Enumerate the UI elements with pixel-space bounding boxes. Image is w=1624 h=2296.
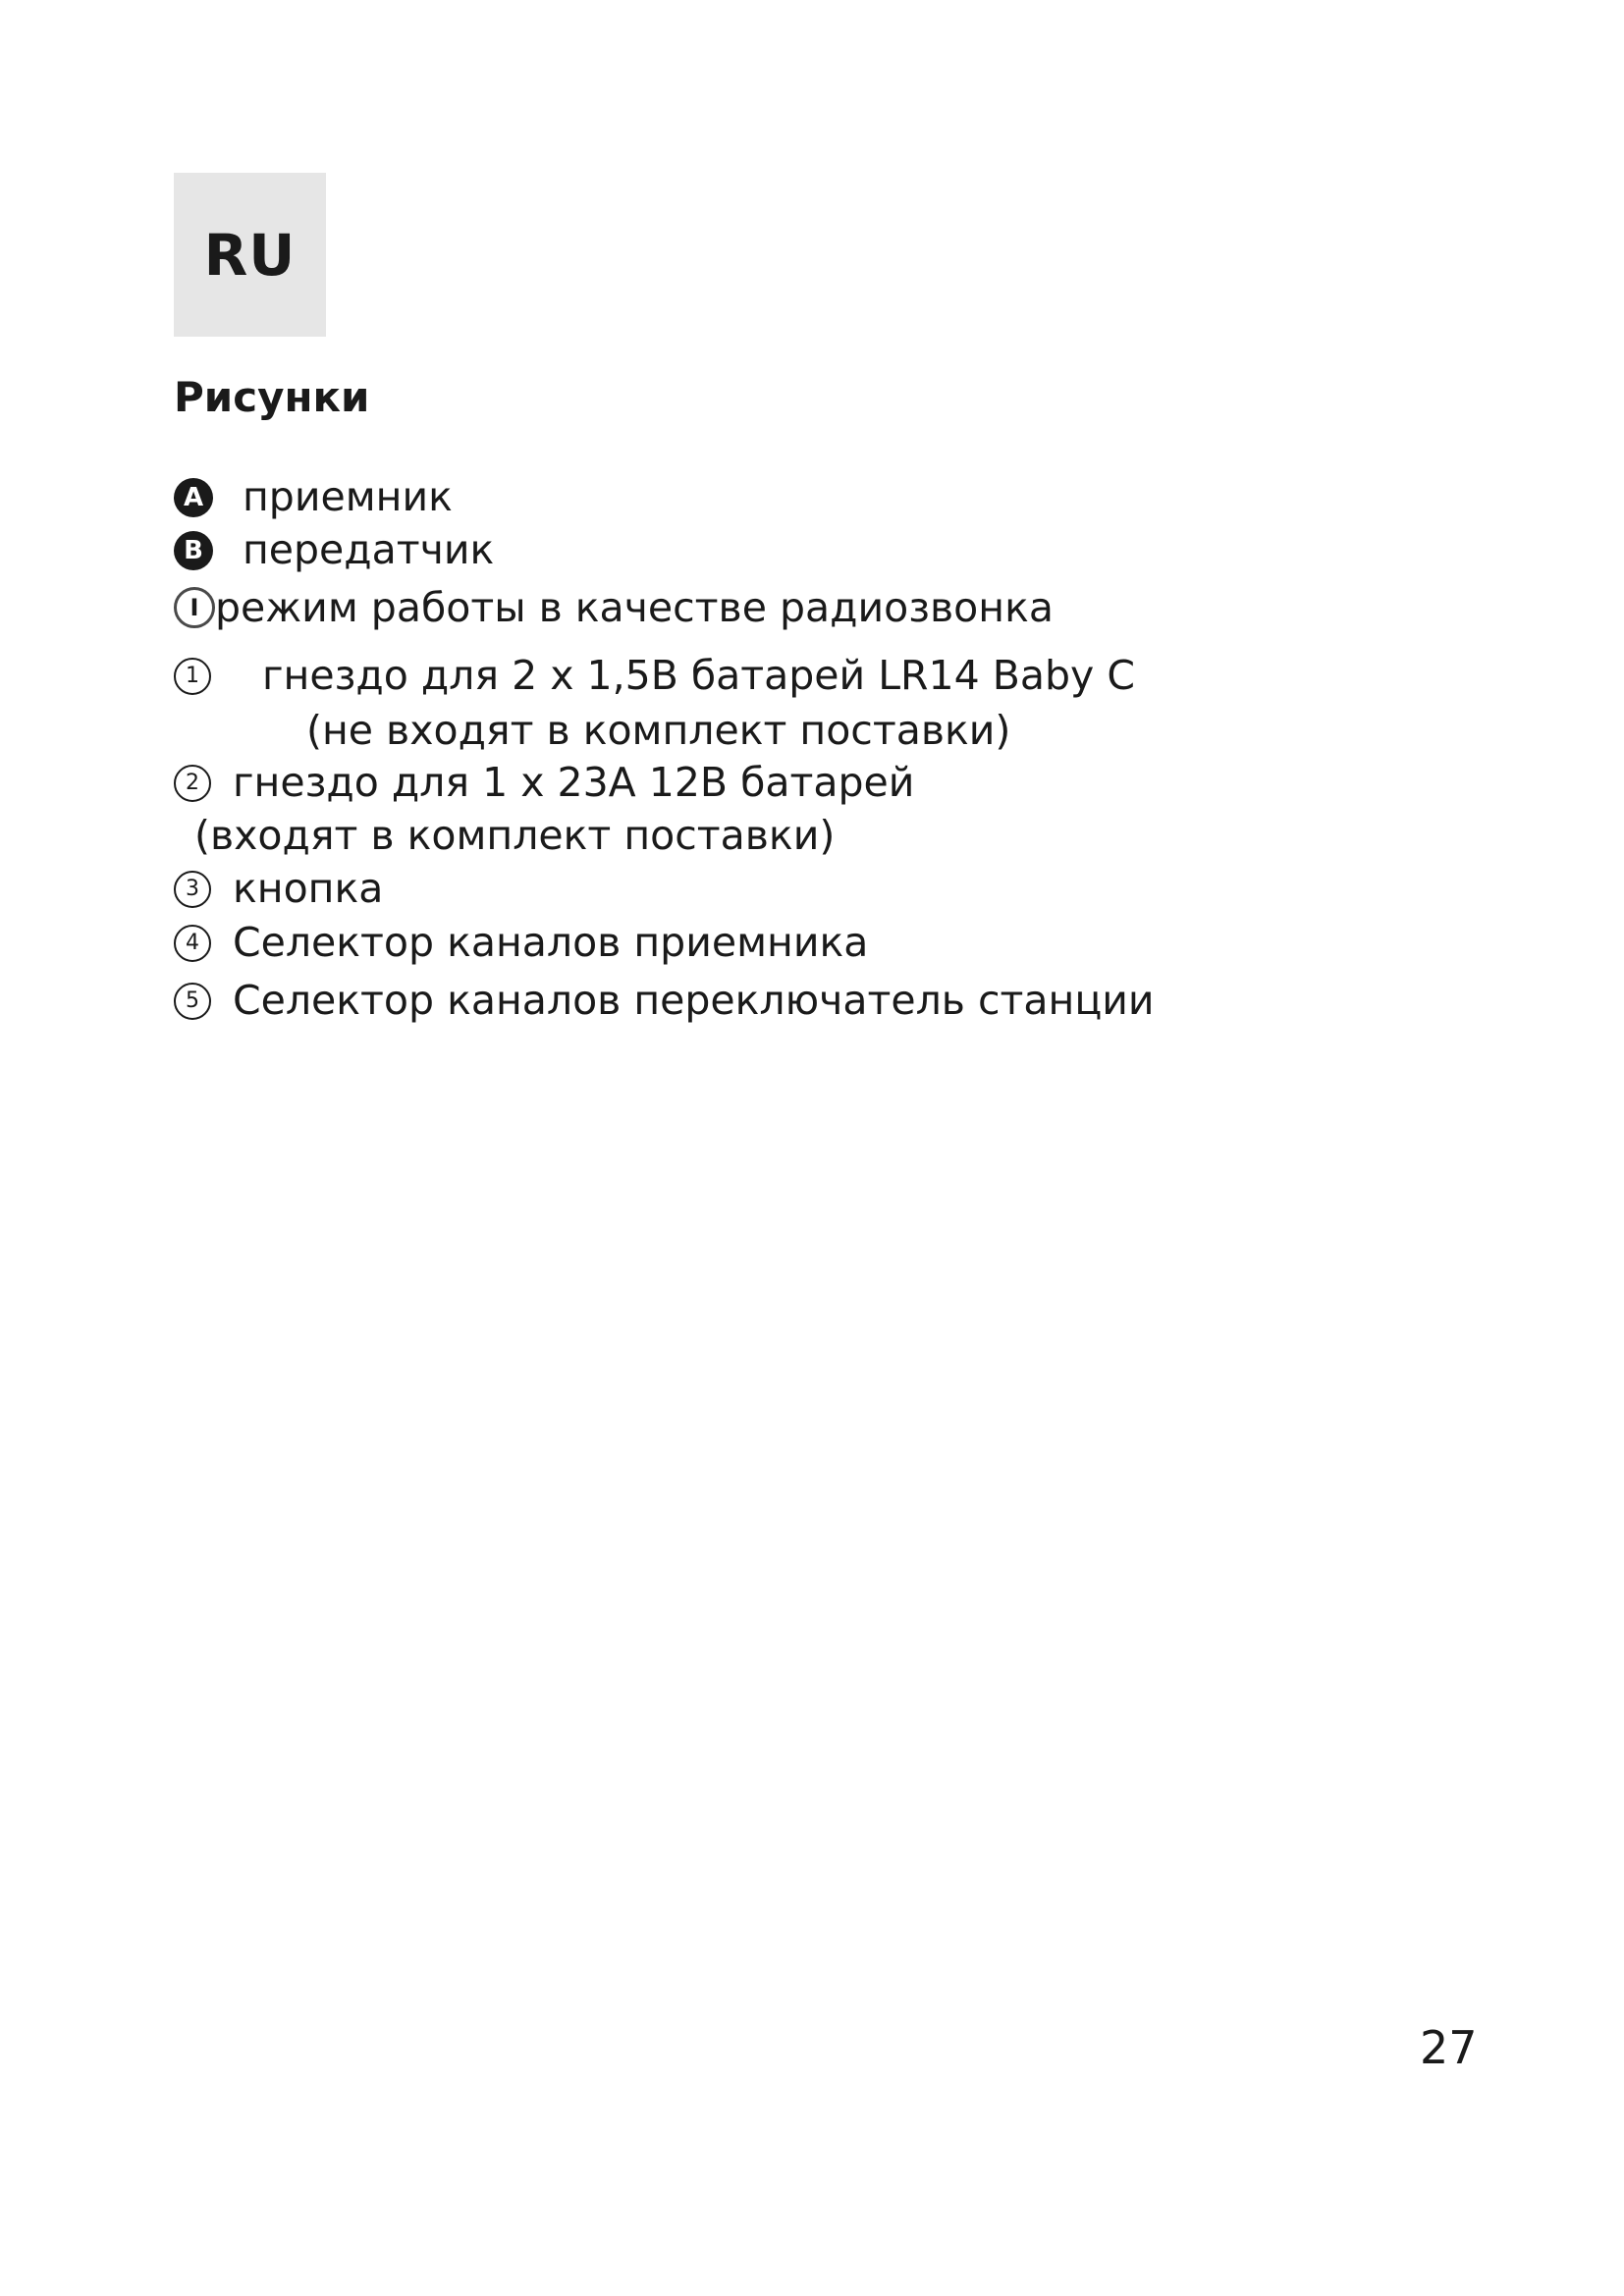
legend-item-receiver-channel-selector xyxy=(174,919,869,966)
marker-1-icon: 1 xyxy=(174,658,211,695)
legend-item-text: гнездо для 1 x 23А 12В батарей xyxy=(233,759,915,806)
legend-item-text: Селектор каналов приемника xyxy=(233,919,869,966)
legend-item-station-channel-selector xyxy=(174,977,1155,1024)
language-code: RU xyxy=(203,221,297,289)
legend-item-doorbell-mode xyxy=(174,583,1054,631)
marker-i-icon: I xyxy=(174,587,215,628)
legend-item-note-text: (входят в комплект поставки) xyxy=(194,812,836,859)
marker-2-icon: 2 xyxy=(174,765,211,802)
legend-item-note-2 xyxy=(194,812,836,859)
legend-item-text: режим работы в качестве радиозвонка xyxy=(215,583,1054,631)
legend-item-button xyxy=(174,865,384,912)
legend-item-text: приемник xyxy=(243,473,453,520)
marker-a-icon: A xyxy=(174,478,213,517)
marker-3-icon: 3 xyxy=(174,871,211,908)
legend-item-note-1 xyxy=(306,707,1011,754)
page-number: 27 xyxy=(1420,2021,1478,2074)
legend-item-battery-slot-2 xyxy=(174,759,915,806)
legend-item-text: кнопка xyxy=(233,865,384,912)
marker-4-icon: 4 xyxy=(174,925,211,962)
section-title: Рисунки xyxy=(174,373,370,421)
legend-item-battery-slot-1 xyxy=(174,652,1135,699)
legend-item-text: Селектор каналов переключатель станции xyxy=(233,977,1155,1024)
marker-5-icon: 5 xyxy=(174,983,211,1020)
legend-item-text: передатчик xyxy=(243,526,495,573)
legend-item-receiver xyxy=(174,473,453,520)
marker-b-icon: B xyxy=(174,531,213,570)
legend-item-note-text: (не входят в комплект поставки) xyxy=(306,707,1011,754)
legend-item-text: гнездо для 2 x 1,5В батарей LR14 Baby C xyxy=(262,652,1135,699)
language-tab xyxy=(174,173,326,337)
legend-item-transmitter xyxy=(174,526,495,573)
